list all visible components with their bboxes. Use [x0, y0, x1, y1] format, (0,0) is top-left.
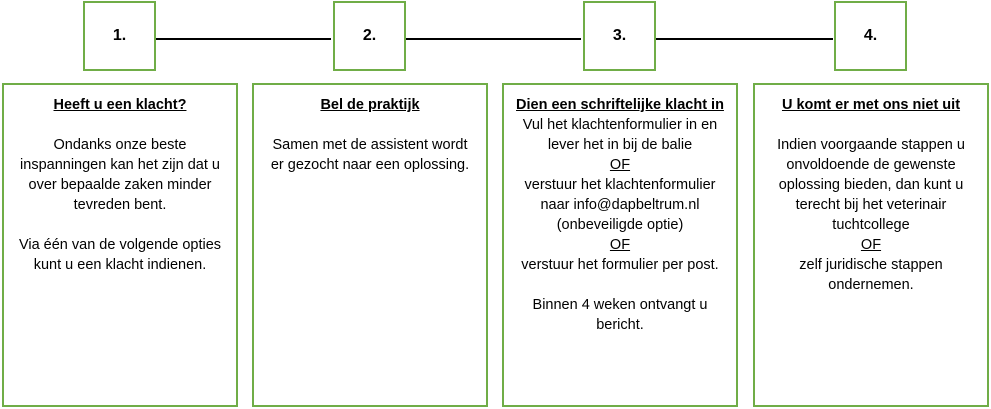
card-bel-text: Samen met de assistent wordt er gezocht naar een oplossing. [270, 137, 470, 173]
card-bel-title: Bel de praktijk [320, 97, 420, 113]
step-3-box [583, 1, 656, 71]
step-1-box [83, 1, 156, 71]
card-oneens [753, 83, 989, 407]
card-oneens-title: U komt er met ons niet uit [781, 97, 961, 113]
step-3-number: 3. [612, 27, 627, 44]
step-4-box [834, 1, 907, 71]
card-klacht-text-1: Ondanks onze beste inspanningen kan het zijn dat u over bepaalde zaken minder tevreden bent. [20, 137, 220, 213]
card-oneens-line-1: Indien voorgaande stappen u onvoldoende de gewenste oplossing bieden, dan kunt u terecht bij het veterinair tuchtcollege [777, 137, 965, 233]
card-oneens-line-2: zelf juridische stappen ondernemen. [799, 257, 943, 293]
step-2-number: 2. [362, 27, 377, 44]
card-schriftelijk-title: Dien een schriftelijke klacht in [516, 97, 724, 113]
step-4-number: 4. [863, 27, 878, 44]
step-1-number: 1. [112, 27, 127, 44]
card-schriftelijk-line-4: Binnen 4 weken ontvangt u bericht. [532, 297, 708, 333]
card-klacht [2, 83, 238, 407]
card-schriftelijk-line-2: verstuur het klachtenformulier naar info@dapbeltrum.nl (onbeveiligde optie) [524, 177, 716, 233]
card-schriftelijk-of-2: OF [609, 237, 631, 253]
card-schriftelijk-line-1: Vul het klachtenformulier in en lever het in bij de balie [522, 117, 718, 153]
card-schriftelijk [502, 83, 738, 407]
card-schriftelijk-of-1: OF [609, 157, 631, 173]
card-klacht-text-2: Via één van de volgende opties kunt u een klacht indienen. [18, 237, 222, 273]
connector-2-3 [406, 38, 581, 40]
step-2-box [333, 1, 406, 71]
card-klacht-title: Heeft u een klacht? [53, 97, 187, 113]
connector-1-2 [156, 38, 331, 40]
card-bel [252, 83, 488, 407]
connector-3-4 [656, 38, 833, 40]
card-oneens-of-1: OF [860, 237, 882, 253]
card-schriftelijk-line-3: verstuur het formulier per post. [521, 257, 719, 273]
